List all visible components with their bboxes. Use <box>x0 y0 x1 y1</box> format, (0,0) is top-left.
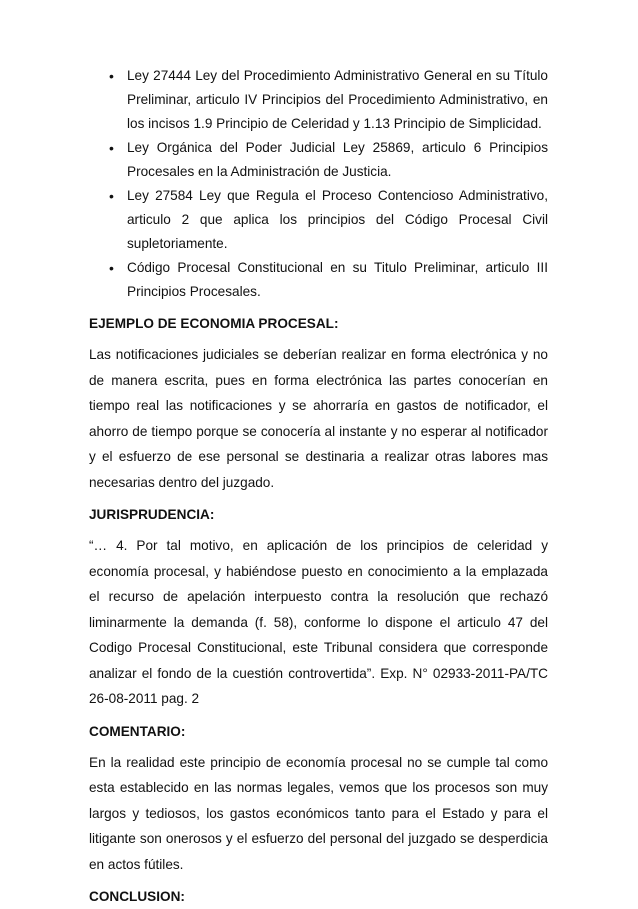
list-item-text: Ley 27584 Ley que Regula el Proceso Contencioso Administrativo, articulo 2 que aplica los principios del Código Procesal Civil supletoriamente. <box>127 188 548 251</box>
list-item-text: Ley Orgánica del Poder Judicial Ley 25869, articulo 6 Principios Procesales en la Administración de Justicia. <box>127 140 548 179</box>
ejemplo-heading: EJEMPLO DE ECONOMIA PROCESAL: <box>89 316 339 331</box>
list-item <box>89 64 548 136</box>
list-item <box>89 256 548 304</box>
list-item <box>89 184 548 256</box>
list-item-text: Código Procesal Constitucional en su Titulo Preliminar, articulo III Principios Procesales. <box>127 260 548 299</box>
list-item-text: Ley 27444 Ley del Procedimiento Administrativo General en su Título Preliminar, articulo IV Principios del Procedimiento Administrativo, en los incisos 1.9 Principio de Celeridad y 1.13 Principio de Simplicidad. <box>127 68 548 131</box>
conclusion-heading: CONCLUSION: <box>89 889 185 904</box>
bullet-icon: • <box>109 188 114 204</box>
bullet-icon: • <box>109 140 114 156</box>
jurisprudencia-heading: JURISPRUDENCIA: <box>89 507 215 522</box>
comentario-heading: COMENTARIO: <box>89 723 186 739</box>
ejemplo-paragraph: Las notificaciones judiciales se deberían realizar en forma electrónica y no de manera escrita, pues en forma electrónica las partes conocerían en tiempo real las notificaciones y se ahorraría en gastos de notificador, el ahorro de tiempo porque se conocería al instante y no esperar al notificador y el esfuerzo de ese personal se destinaria a realizar otras labores mas necesarias dentro del juzgado. <box>89 347 548 490</box>
list-item <box>89 136 548 184</box>
bullet-icon: • <box>109 68 114 84</box>
bullet-icon: • <box>109 260 114 276</box>
legal-references-list <box>89 64 548 304</box>
document-page <box>89 64 548 909</box>
jurisprudencia-paragraph: “… 4. Por tal motivo, en aplicación de los principios de celeridad y economía procesal, y habiéndose puesto en conocimiento a la emplazada el recurso de apelación interpuesto contra la resolución que rechazó liminarmente la demanda (f. 58), conforme lo dispone el articulo 47 del Codigo Procesal Constitucional, este Tribunal considera que corresponde analizar el fondo de la cuestión controvertida”. Exp. N° 02933-2011-PA/TC 26-08-2011 pag. 2 <box>89 538 548 706</box>
comentario-paragraph: En la realidad este principio de economía procesal no se cumple tal como esta establecido en las normas legales, vemos que los procesos son muy largos y tediosos, los gastos económicos tanto para el Estado y para el litigante son onerosos y el esfuerzo del personal del juzgado se desperdicia en actos fútiles. <box>89 754 548 872</box>
